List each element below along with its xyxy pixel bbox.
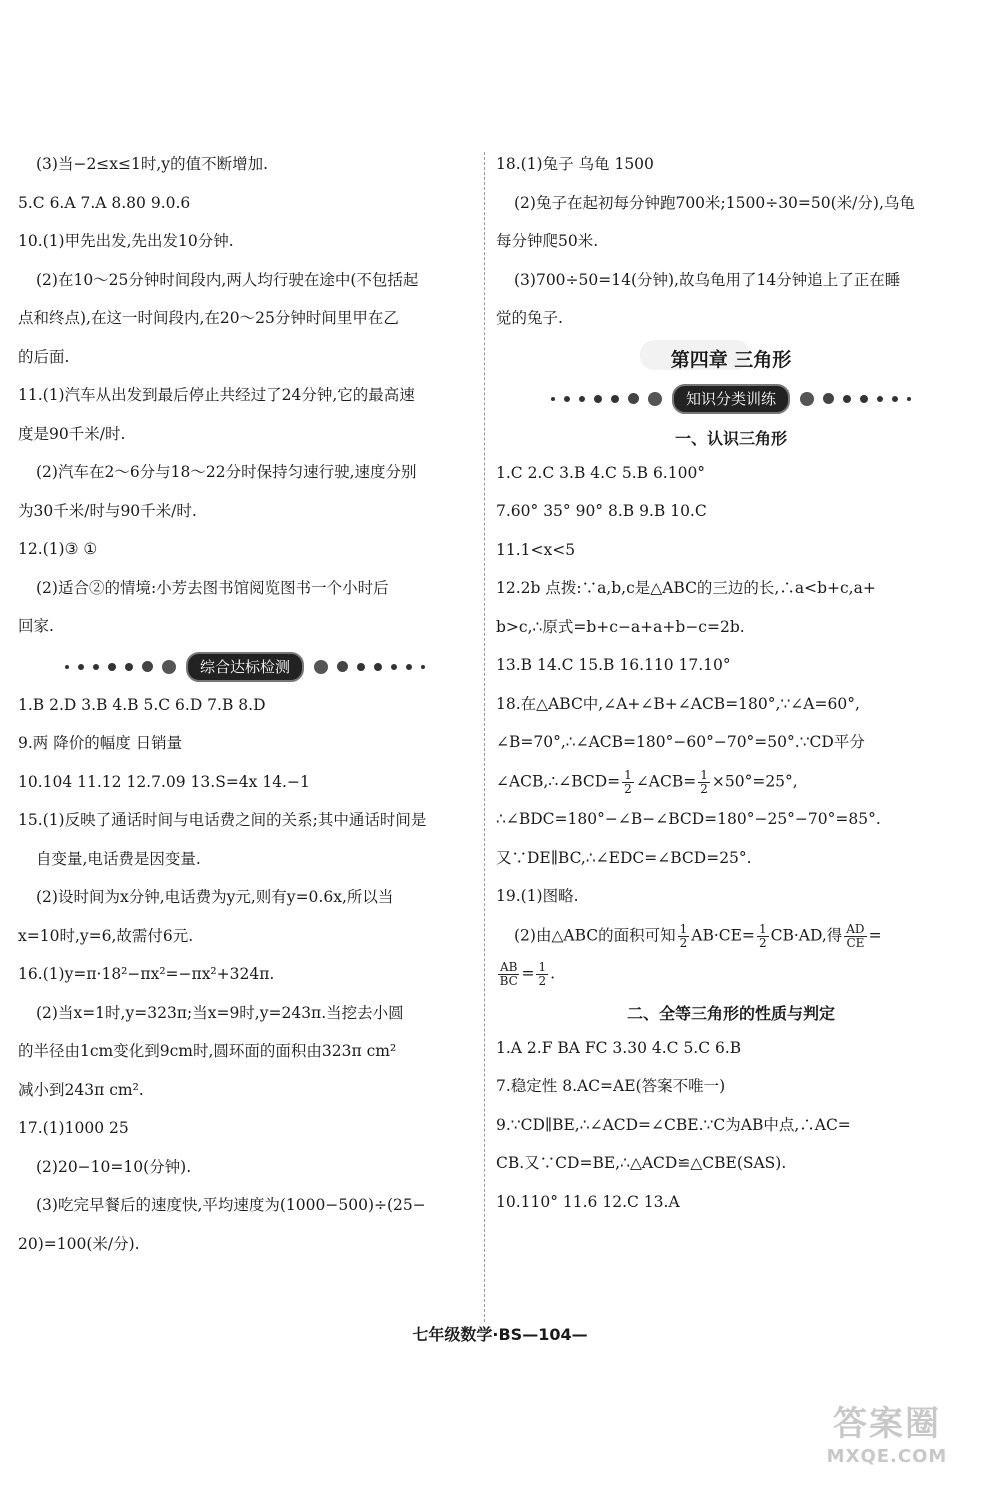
fraction: $\frac{AB}{BC}$ [499,960,518,988]
fraction: $\frac{1}{2}$ [758,921,767,950]
answer-line: 7.稳定性 8.AC=AE(答案不唯一) [496,1077,726,1095]
banner-dots-left [551,392,662,406]
right-column [496,152,966,1228]
answer-line: 19.(1)图略. [496,887,579,905]
answer-line: 10.110° 11.6 12.C 13.A [496,1192,680,1211]
answer-line: 1.A 2.F BA FC 3.30 4.C 5.C 6.B [496,1038,742,1057]
answer-line-with-fraction: $\frac{AB}{BC}$ = $\frac{1}{2}$ . [499,960,556,988]
answer-line: 12.(1)③ ① [18,540,98,558]
answer-line: 回家. [18,617,54,635]
answer-line: 又∵DE∥BC,∴∠EDC=∠BCD=25°. [496,848,752,867]
answer-line: (2)适合②的情境:小芳去图书馆阅览图书一个小时后 [36,578,389,597]
section-banner-knowledge [496,385,966,413]
answer-line: 自变量,电话费是因变量. [36,849,201,868]
banner-dots-left [65,660,176,674]
page-footer: 七年级数学·BS—104— [412,1325,588,1344]
chapter-title: 第四章 三角形 [670,348,792,371]
answer-line: 20)=100(米/分). [18,1234,140,1253]
column-divider [484,152,485,1322]
answer-line: 17.(1)1000 25 [18,1119,129,1137]
answer-line: 减小到243π cm². [18,1080,144,1099]
fraction: $\frac{AD}{CE}$ [846,921,865,950]
answer-line: ∴∠BDC=180°−∠B−∠BCD=180°−25°−70°=85°. [496,810,881,828]
answer-line: 11.1<x<5 [496,540,576,559]
answer-line-with-fraction: ∠ACB,∴∠BCD= $\frac{1}{2}$ ∠ACB= $\frac{1}{2}$ ×50°=25°, [496,767,798,796]
answer-line: 觉的兔子. [496,309,563,327]
section-banner-comprehensive [18,653,472,681]
section-title: 二、全等三角形的性质与判定 [626,1003,835,1023]
answer-line: 度是90千米/时. [18,424,126,443]
banner-title: 知识分类训练 [672,384,790,414]
answer-line: (2)兔子在起初每分钟跑700米;1500÷30=50(米/分),乌龟 [514,193,915,212]
answer-line: CB.又∵CD=BE,∴△ACD≌△CBE(SAS). [496,1154,787,1172]
answer-line: 10.(1)甲先出发,先出发10分钟. [18,232,234,250]
answer-line: (2)20−10=10(分钟). [36,1157,192,1176]
watermark-logo-text: 答案圈 [833,1404,941,1444]
answer-line: 12.2b 点拨:∵a,b,c是△ABC的三边的长,∴a<b+c,a+ [496,579,876,597]
banner-dots-right [314,660,425,674]
answer-line: 16.(1)y=π·18²−πx²=−πx²+324π. [18,965,275,983]
section-title: 一、认识三角形 [674,428,787,448]
banner-dots-right [800,392,911,406]
answer-line: (2)设时间为x分钟,电话费为y元,则有y=0.6x,所以当 [36,888,394,906]
answer-line: (3)吃完早餐后的速度快,平均速度为(1000−500)÷(25− [36,1196,426,1214]
answer-line: (3)700÷50=14(分钟),故乌龟用了14分钟追上了正在睡 [514,270,901,289]
answer-line: 11.(1)汽车从出发到最后停止共经过了24分钟,它的最高速 [18,386,415,404]
answer-line: 的后面. [18,347,70,366]
left-column [18,152,472,1270]
answer-line: x=10时,y=6,故需付6元. [18,926,194,945]
answer-line: 1.B 2.D 3.B 4.B 5.C 6.D 7.B 8.D [18,695,266,714]
answer-line-with-fraction: (2)由△ABC的面积可知 $\frac{1}{2}$ AB·CE= $\frac{1}{2}$ CB·AD,得 $\frac{AD}{CE}$ = [514,921,882,950]
answer-line: 9.两 降价的幅度 日销量 [18,734,183,752]
answer-line: 13.B 14.C 15.B 16.110 17.10° [496,656,731,674]
banner-title: 综合达标检测 [186,652,304,682]
answer-line: 18.(1)兔子 乌龟 1500 [496,155,654,173]
fraction: $\frac{1}{2}$ [700,767,708,796]
answer-line: 10.104 11.12 12.7.09 13.S=4x 14.−1 [18,772,310,791]
answer-line: 7.60° 35° 90° 8.B 9.B 10.C [496,502,707,520]
fraction: $\frac{1}{2}$ [538,960,547,988]
site-watermark [792,1402,982,1482]
answer-line: 9.∵CD∥BE,∴∠ACD=∠CBE.∵C为AB中点,∴AC= [496,1115,851,1134]
answer-line: ∠B=70°,∴∠ACB=180°−60°−70°=50°.∵CD平分 [496,733,865,751]
answer-line: 为30千米/时与90千米/时. [18,501,197,520]
answer-line: 1.C 2.C 3.B 4.C 5.B 6.100° [496,463,706,482]
answer-line: (2)在10～25分钟时间段内,两人均行驶在途中(不包括起 [36,270,419,289]
answer-line: 的半径由1cm变化到9cm时,圆环面的面积由323π cm² [18,1042,397,1060]
fraction: $\frac{1}{2}$ [679,921,688,950]
answer-line: 18.在△ABC中,∠A+∠B+∠ACB=180°,∵∠A=60°, [496,694,860,713]
fraction: $\frac{1}{2}$ [624,767,632,796]
watermark-url: MXQE.COM [826,1446,948,1467]
answer-line: 点和终点),在这一时间段内,在20～25分钟时间里甲在乙 [18,309,399,327]
answer-line: b>c,∴原式=b+c−a+a+b−c=2b. [496,617,745,636]
answer-line: 15.(1)反映了通话时间与电话费之间的关系;其中通话时间是 [18,811,427,829]
answer-line: (2)汽车在2～6分与18～22分时保持匀速行驶,速度分别 [36,463,417,481]
answer-line: (3)当−2≤x≤1时,y的值不断增加. [36,155,268,173]
answer-line: (2)当x=1时,y=323π;当x=9时,y=243π.当挖去小圆 [36,1003,404,1022]
answer-line: 5.C 6.A 7.A 8.80 9.0.6 [18,193,191,212]
answer-line: 每分钟爬50米. [496,232,599,250]
